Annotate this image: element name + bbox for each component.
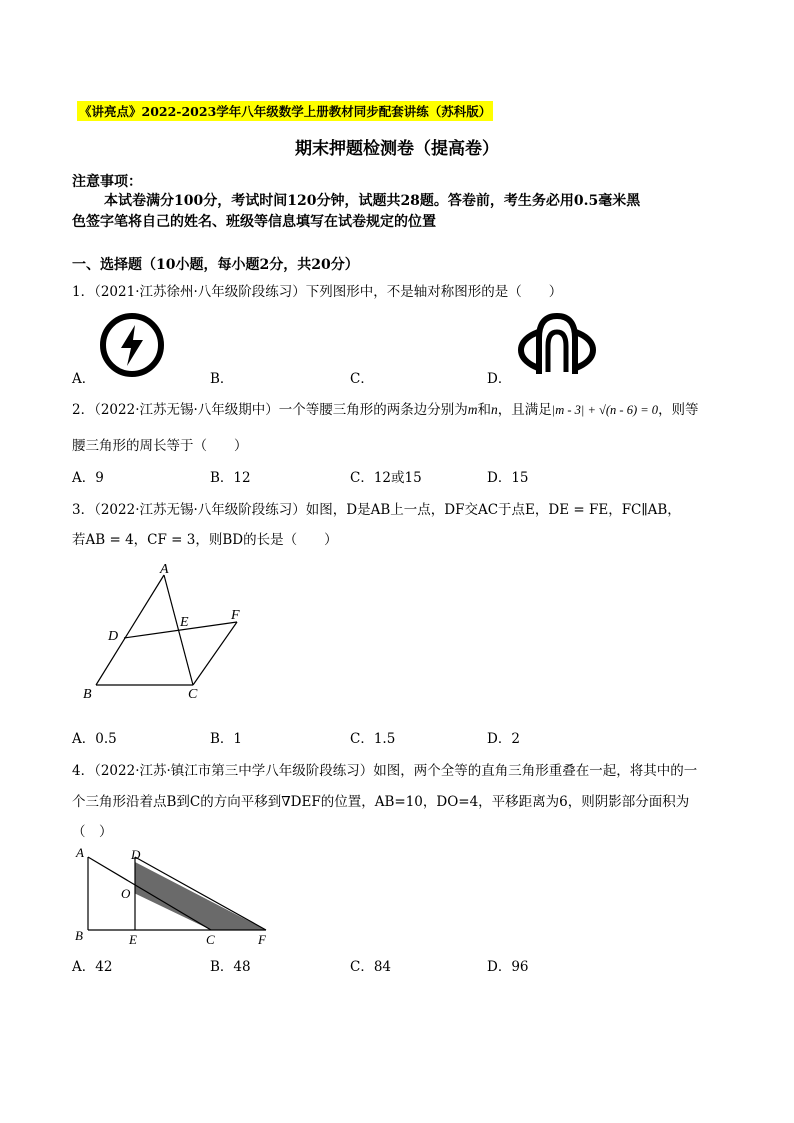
q4-stem-line-2: 个三角形沿着点B到C的方向平移到∇DEF的位置，AB=10，DO=4，平移距离为6，则阴影部分面积为 [72,794,690,810]
q1-option-b: B． [210,371,234,387]
q4-label-f: F [258,932,266,947]
q2-stem-c: ，则等 [658,402,699,418]
q1-stem: 1．（2021·江苏徐州·八年级阶段练习）下列图形中，不是轴对称图形的是（ ） [72,284,563,300]
q3-option-c: C．1.5 [350,731,396,747]
notice-label: 注意事项： [72,174,142,190]
q3-label-c: C [188,687,198,702]
q2-option-c: C．12或15 [350,470,422,486]
q4-option-d: D．96 [487,959,529,975]
q4-option-a: A．42 [72,959,113,975]
q2-stem-a: 2．（2022·江苏无锡·八年级期中）一个等腰三角形的两条边分别为 [72,402,468,418]
q3-label-d: D [108,629,119,644]
q4-option-c: C．84 [350,959,392,975]
q3-option-d: D．2 [487,731,520,747]
q2-formula: |m - 3| + √(n - 6) = 0 [551,403,659,417]
q1-option-c: C． [350,371,374,387]
q2-option-b: B．12 [210,470,251,486]
q4-label-o: O [121,886,131,901]
q2-stem-b: ，且满足 [497,402,552,418]
q3-label-a: A [160,562,169,577]
q1-option-a: A． [72,371,96,387]
q4-label-a: A [76,845,84,860]
notice-line-2: 色签字笔将自己的姓名、班级等信息填写在试卷规定的位置 [72,214,436,230]
q3-stem-line-2: 若AB = 4，CF = 3，则BD的长是（ ） [72,532,338,548]
q2-option-a: A．9 [72,470,104,486]
q4-stem-line-3: （ ） [72,824,113,840]
arch-ellipse-logo-icon [517,312,597,378]
q3-stem-line-1: 3．（2022·江苏无锡·八年级阶段练习）如图，D是AB上一点，DF交AC于点E，DE = FE，FC∥AB， [72,502,681,518]
q3-label-e: E [180,615,189,630]
q3-label-f: F [231,608,240,623]
lightning-circle-icon [99,312,165,378]
q4-geometry-figure [72,844,282,948]
section-heading: 一、选择题（10小题，每小题2分，共20分） [72,257,359,273]
q4-label-d: D [131,847,141,862]
q1-option-d: D． [487,371,512,387]
q2-stem-line-2: 腰三角形的周长等于（ ） [72,438,248,454]
q3-geometry-figure [80,558,250,703]
q4-label-e: E [129,932,137,947]
q3-option-b: B．1 [210,731,243,747]
notice-line-1: 本试卷满分100分，考试时间120分钟，试题共28题。答卷前，考生务必用0.5毫米黑 [104,193,641,209]
page-title: 期末押题检测卷（提高卷） [295,139,499,159]
q2-var-n: n [491,402,498,417]
q4-stem-line-1: 4．（2022·江苏·镇江市第三中学八年级阶段练习）如图，两个全等的直角三角形重叠在一起，将其中的一 [72,763,698,779]
q2-stem-line-1 [72,398,699,418]
q3-label-b: B [83,687,92,702]
q4-label-b: B [75,928,83,943]
q3-option-a: A．0.5 [72,731,117,747]
q2-option-d: D．15 [487,470,529,486]
q4-option-b: B．48 [210,959,251,975]
q4-label-c: C [206,932,215,947]
series-banner: 《讲亮点》2022-2023学年八年级数学上册教材同步配套讲练（苏科版） [77,101,493,121]
q2-var-m: m [467,402,478,417]
q2-and: 和 [477,402,492,418]
